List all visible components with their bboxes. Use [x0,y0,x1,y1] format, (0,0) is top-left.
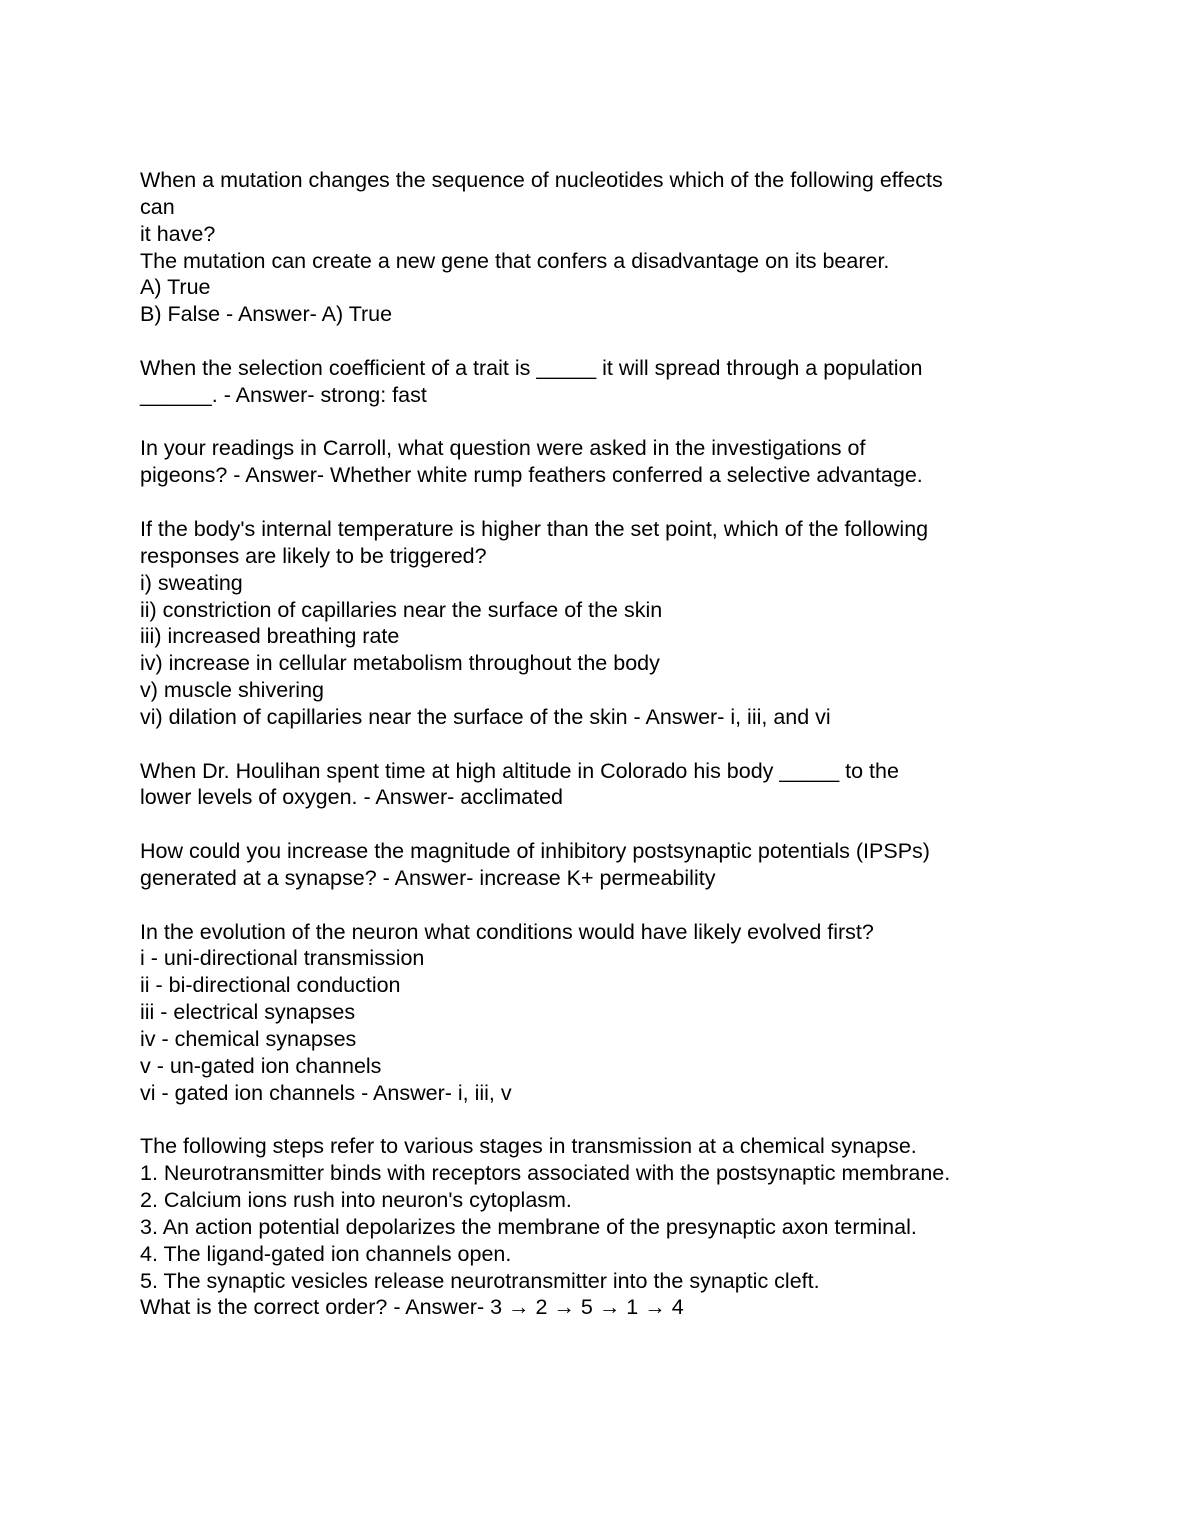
text-line: vi - gated ion channels - Answer- i, iii, v [140,1080,512,1105]
text-line: v - un-gated ion channels [140,1053,382,1078]
text-line: lower levels of oxygen. - Answer- acclimated [140,785,564,810]
text-line: can [140,194,175,219]
text-line: generated at a synapse? - Answer- increase K+ permeability [140,865,716,890]
text-line: i) sweating [140,570,243,595]
text-line: iv - chemical synapses [140,1027,357,1051]
text-line: If the body's internal temperature is higher than the set point, which of the following [140,516,929,541]
text-line: 1. Neurotransmitter binds with receptors associated with the postsynaptic membrane. [140,1161,951,1186]
question-block [140,435,1060,489]
text-line: 4. The ligand-gated ion channels open. [140,1241,512,1266]
text-line: In the evolution of the neuron what conditions would have likely evolved first? [140,919,874,944]
question-block [140,758,1060,812]
text-line: pigeons? - Answer- Whether white rump feathers conferred a selective advantage. [140,463,923,488]
text-line: ______. - Answer- strong: fast [140,382,427,407]
text-line: it have? [140,221,216,246]
document-page [140,167,1060,1348]
text-line: How could you increase the magnitude of inhibitory postsynaptic potentials (IPSPs) [140,839,930,864]
question-block [140,838,1060,892]
text-line: 2. Calcium ions rush into neuron's cytoplasm. [140,1188,572,1213]
text-line: When a mutation changes the sequence of nucleotides which of the following effects [140,168,943,192]
text-line: What is the correct order? - Answer- 3 → 2 → 5 → 1 → 4 [140,1295,684,1320]
text-line: When Dr. Houlihan spent time at high altitude in Colorado his body _____ to the [140,758,899,783]
question-block [140,355,1060,409]
text-line: The following steps refer to various stages in transmission at a chemical synapse. [140,1134,917,1159]
text-line: ii - bi-directional conduction [140,973,401,998]
text-line: responses are likely to be triggered? [140,543,487,568]
text-line: A) True [140,275,211,300]
text-line: B) False - Answer- A) True [140,302,393,327]
text-line: When the selection coefficient of a trait is _____ it will spread through a population [140,355,923,380]
text-line: iii) increased breathing rate [140,624,400,649]
text-line: vi) dilation of capillaries near the surface of the skin - Answer- i, iii, and vi [140,704,831,729]
text-line: The mutation can create a new gene that confers a disadvantage on its bearer. [140,248,890,273]
question-block [140,1133,1060,1321]
question-block [140,516,1060,731]
text-line: iv) increase in cellular metabolism throughout the body [140,651,660,676]
question-block [140,167,1060,328]
text-line: v) muscle shivering [140,678,324,703]
text-line: In your readings in Carroll, what question were asked in the investigations of [140,436,866,461]
text-line: ii) constriction of capillaries near the surface of the skin [140,597,663,622]
text-line: iii - electrical synapses [140,1000,356,1025]
text-line: 5. The synaptic vesicles release neurotransmitter into the synaptic cleft. [140,1268,820,1293]
question-block [140,919,1060,1107]
text-line: 3. An action potential depolarizes the membrane of the presynaptic axon terminal. [140,1214,917,1239]
text-line: i - uni-directional transmission [140,946,425,971]
